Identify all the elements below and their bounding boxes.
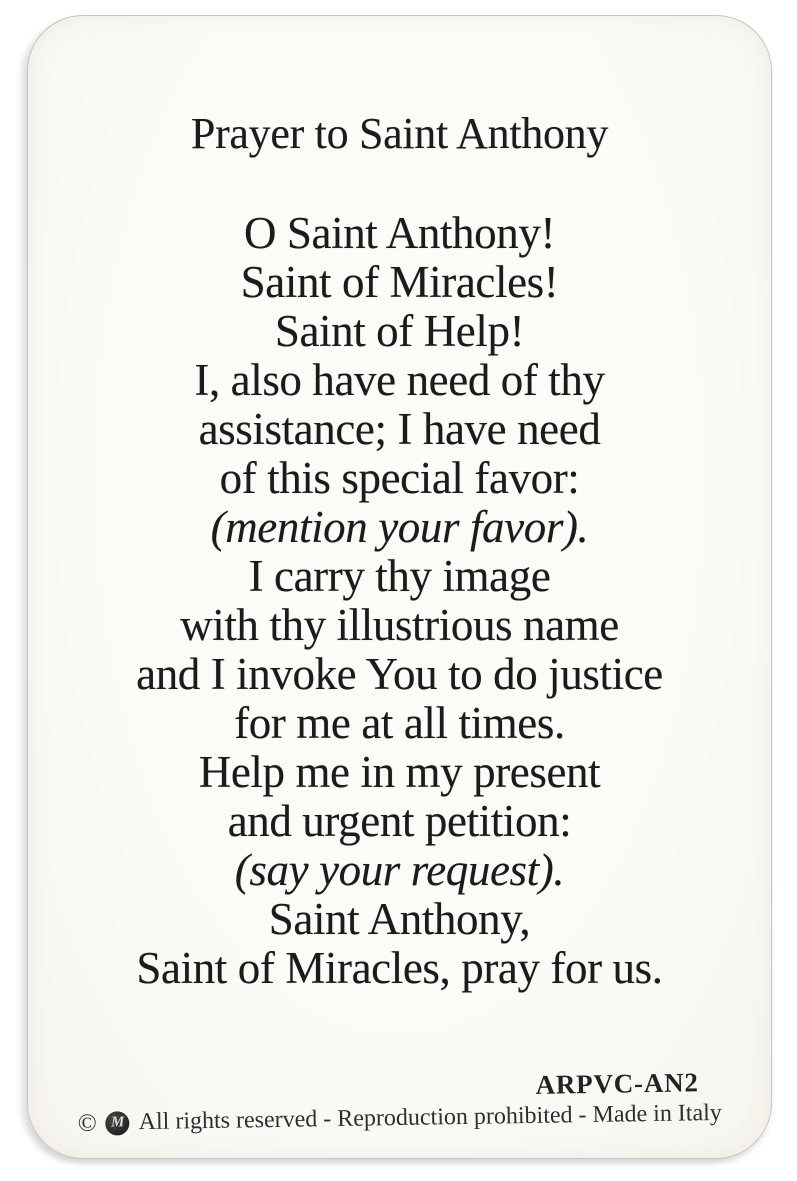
- prayer-line: of this special favor:: [219, 453, 580, 503]
- prayer-line: (mention your favor).: [210, 502, 589, 552]
- prayer-line: I, also have need of thy: [194, 355, 605, 405]
- prayer-line: Saint of Miracles!: [240, 257, 559, 307]
- prayer-line: with thy illustrious name: [180, 600, 619, 650]
- card-footer: [28, 1066, 772, 1138]
- prayer-line: Saint Anthony,: [268, 894, 531, 944]
- prayer-line: for me at all times.: [234, 698, 565, 748]
- prayer-line: I carry thy image: [248, 551, 551, 601]
- prayer-line: Saint of Help!: [274, 306, 525, 356]
- prayer-line: Help me in my present: [198, 747, 601, 797]
- prayer-line: and urgent petition:: [227, 796, 572, 846]
- product-code: ARPVC-AN2: [535, 1067, 699, 1100]
- prayer-line: (say your request).: [234, 845, 565, 895]
- maker-logo-icon: M: [106, 1111, 130, 1135]
- prayer-line: and I invoke You to do justice: [136, 649, 663, 699]
- prayer-line: O Saint Anthony!: [243, 208, 556, 258]
- prayer-line: Saint of Miracles, pray for us.: [136, 943, 663, 993]
- card-title: Prayer to Saint Anthony: [190, 109, 609, 158]
- rights-text: All rights reserved - Reproduction prohibited - Made in Italy: [138, 1099, 723, 1136]
- prayer-text: [28, 209, 771, 993]
- prayer-card: [27, 15, 772, 1159]
- copyright-icon: ©: [77, 1109, 97, 1138]
- prayer-line: assistance; I have need: [198, 404, 601, 454]
